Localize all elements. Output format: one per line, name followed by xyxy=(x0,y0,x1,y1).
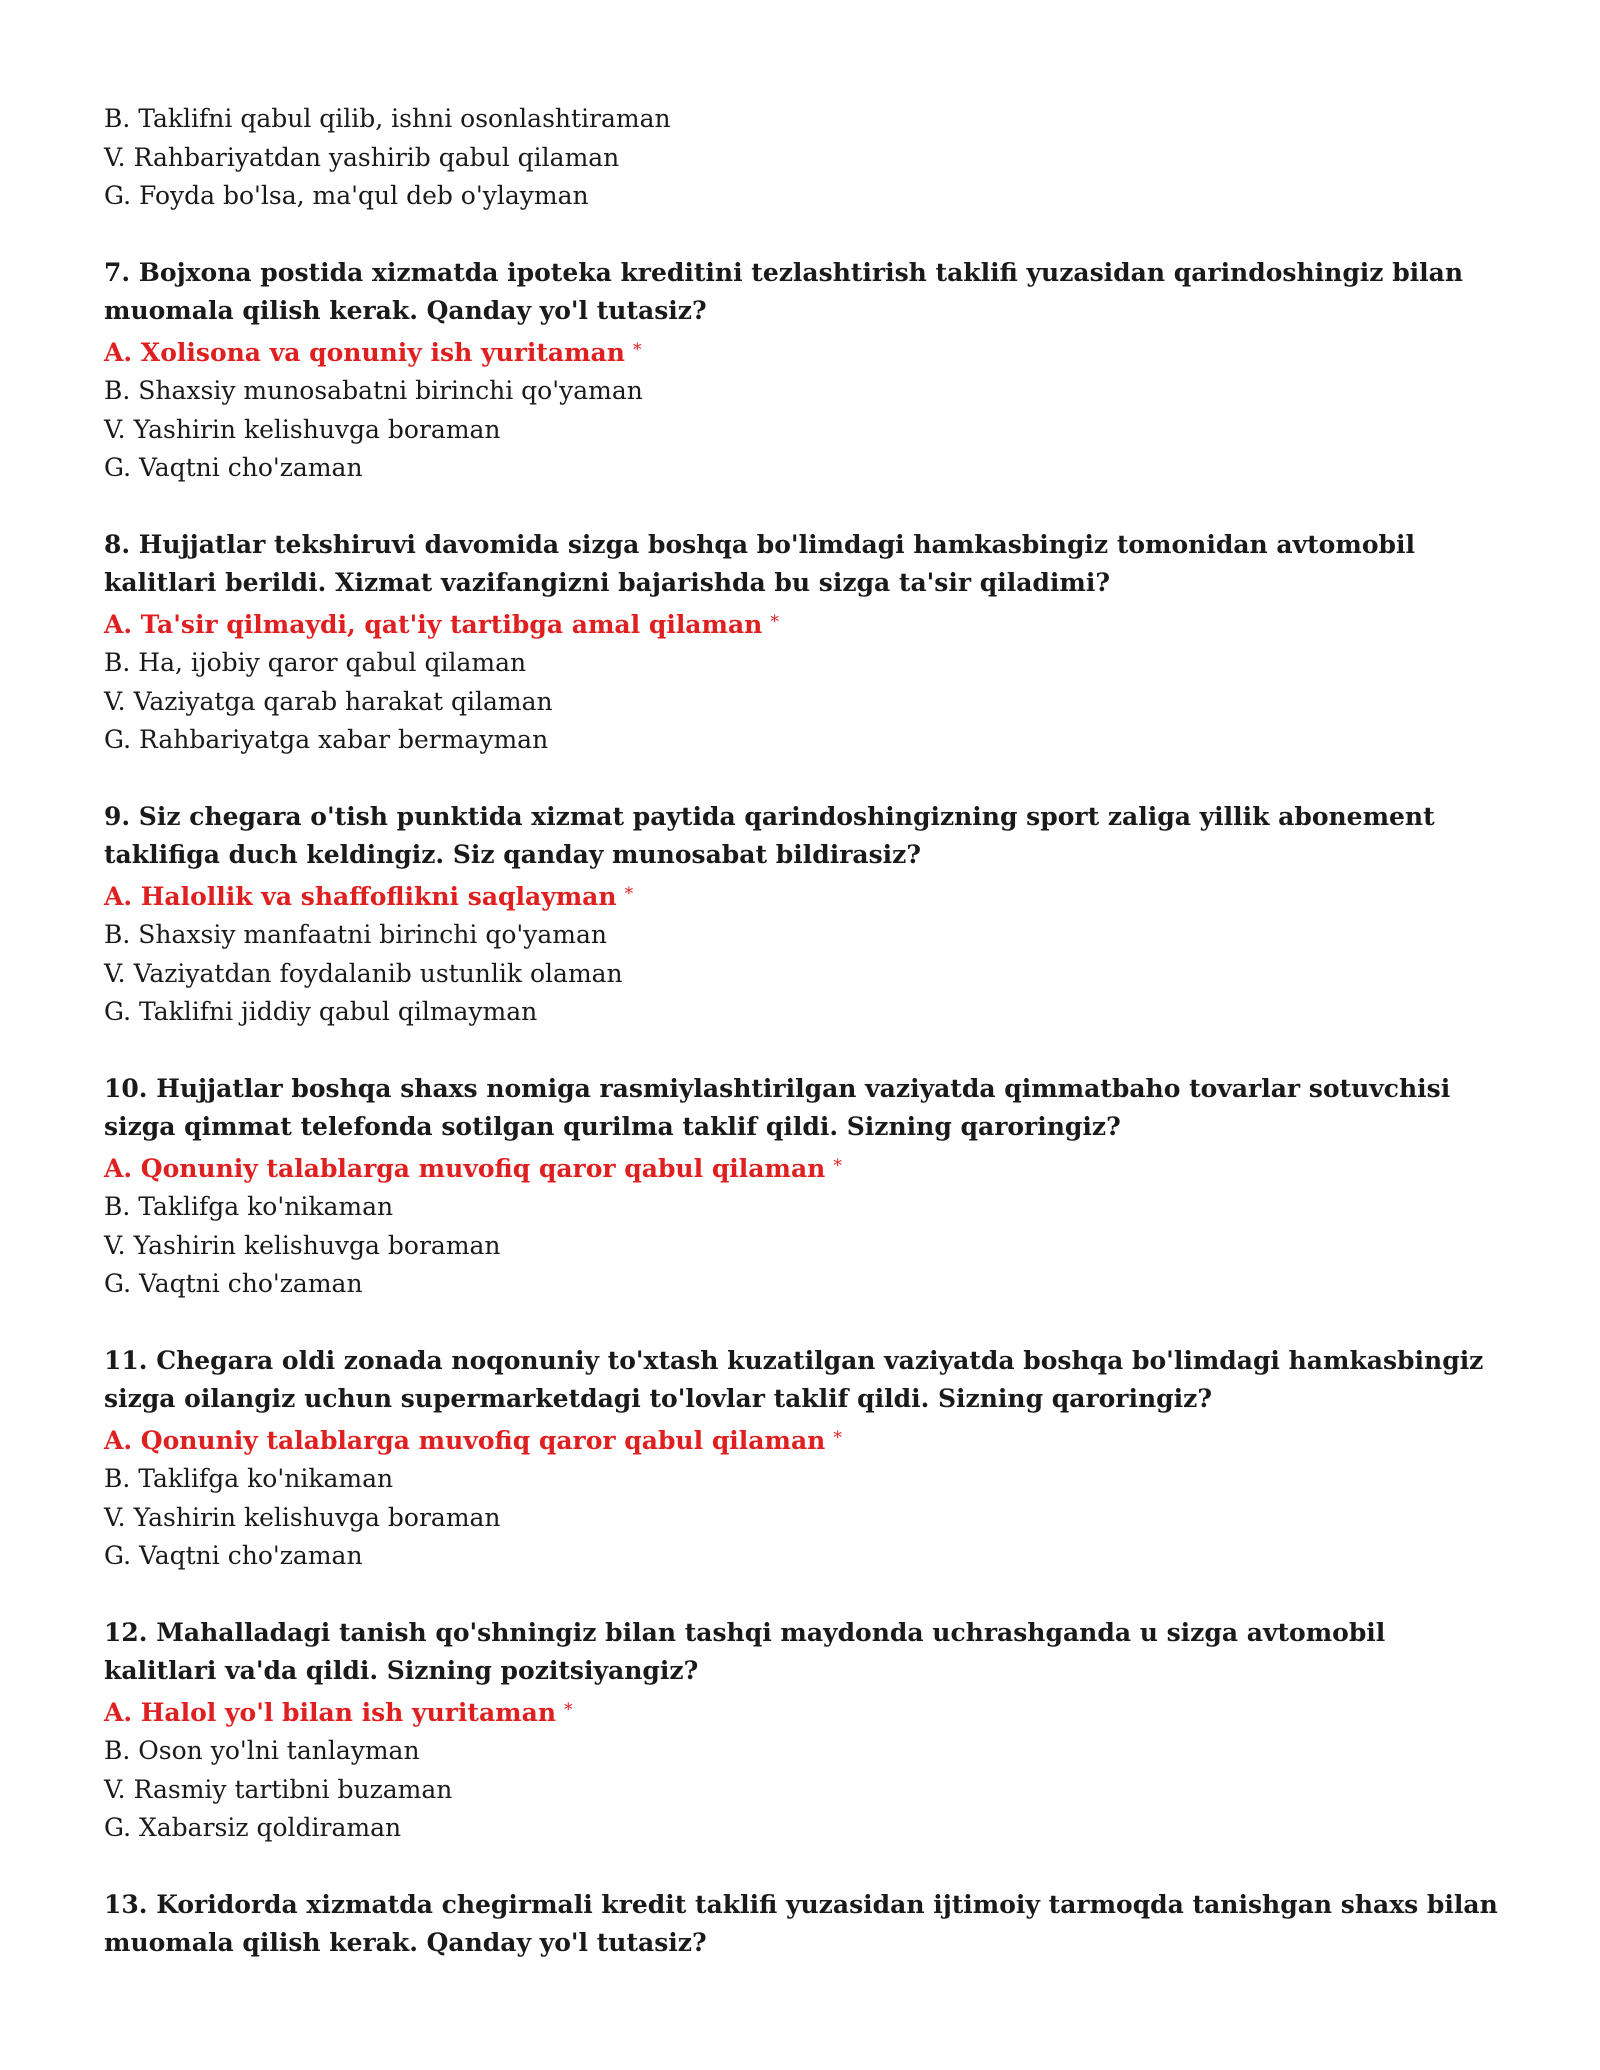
option: V. Vaziyatdan foydalanib ustunlik olaman xyxy=(104,958,623,988)
correct-answer-text: A. Qonuniy talablarga muvofiq qaror qabul qilaman xyxy=(104,1153,826,1183)
question-8 xyxy=(104,526,1504,760)
question-12 xyxy=(104,1614,1504,1848)
option: G. Xabarsiz qoldiraman xyxy=(104,1813,402,1842)
correct-answer xyxy=(104,875,1504,917)
correct-answer-text: A. Halollik va shaffoflikni saqlayman xyxy=(104,881,617,911)
question-text: 8. Hujjatlar tekshiruvi davomida sizga boshqa bo'limdagi hamkasbingiz tomonidan avtomobil kalitlari berildi. Xizmat vazifangizni bajarishda bu sizga ta'sir qiladimi? xyxy=(104,529,1415,597)
option: G. Vaqtni cho'zaman xyxy=(104,1541,363,1570)
correct-marker: * xyxy=(632,339,642,360)
carryover-options xyxy=(104,100,1504,216)
correct-answer xyxy=(104,331,1504,373)
question-10 xyxy=(104,1070,1504,1304)
correct-marker: * xyxy=(770,611,779,632)
option: V. Yashirin kelishuvga boraman xyxy=(104,414,501,444)
question-7 xyxy=(104,254,1504,488)
option: B. Ha, ijobiy qaror qabul qilaman xyxy=(104,648,527,677)
question-text: 7. Bojxona postida xizmatda ipoteka kreditini tezlashtirish taklifi yuzasidan qarindoshingiz bilan muomala qilish kerak. Qanday yo'l tutasiz? xyxy=(104,257,1464,325)
correct-answer xyxy=(104,1691,1504,1733)
option: V. Yashirin kelishuvga boraman xyxy=(104,1230,501,1260)
option: B. Taklifga ko'nikaman xyxy=(104,1192,394,1221)
option: V. Yashirin kelishuvga boraman xyxy=(104,1502,501,1532)
question-text: 10. Hujjatlar boshqa shaxs nomiga rasmiylashtirilgan vaziyatda qimmatbaho tovarlar sotuvchisi sizga qimmat telefonda sotilgan qurilma taklif qildi. Sizning qaroringiz? xyxy=(104,1073,1451,1141)
question-11 xyxy=(104,1342,1504,1576)
option: V. Rasmiy tartibni buzaman xyxy=(104,1774,453,1804)
question-text: 12. Mahalladagi tanish qo'shningiz bilan tashqi maydonda uchrashganda u sizga avtomobil kalitlari va'da qildi. Sizning pozitsiyangiz? xyxy=(104,1617,1386,1685)
correct-marker: * xyxy=(624,883,634,904)
correct-marker: * xyxy=(833,1155,842,1176)
question-text: 13. Koridorda xizmatda chegirmali kredit taklifi yuzasidan ijtimoiy tarmoqda tanishgan shaxs bilan muomala qilish kerak. Qanday yo'l tutasiz? xyxy=(104,1889,1498,1957)
correct-answer-text: A. Ta'sir qilmaydi, qat'iy tartibga amal qilaman xyxy=(104,609,763,639)
option: B. Taklifni qabul qilib, ishni osonlashtiraman xyxy=(104,104,671,133)
option: B. Oson yo'lni tanlayman xyxy=(104,1736,420,1765)
option: G. Vaqtni cho'zaman xyxy=(104,1269,363,1298)
correct-answer xyxy=(104,603,1504,645)
option: G. Vaqtni cho'zaman xyxy=(104,453,363,482)
correct-answer-text: A. Qonuniy talablarga muvofiq qaror qabul qilaman xyxy=(104,1425,826,1455)
correct-answer xyxy=(104,1147,1504,1189)
option: G. Rahbariyatga xabar bermayman xyxy=(104,725,549,754)
question-9 xyxy=(104,798,1504,1032)
correct-marker: * xyxy=(833,1427,842,1448)
correct-answer-text: A. Xolisona va qonuniy ish yuritaman xyxy=(104,337,625,367)
option: B. Shaxsiy munosabatni birinchi qo'yaman xyxy=(104,376,643,405)
correct-answer xyxy=(104,1419,1504,1461)
option: B. Taklifga ko'nikaman xyxy=(104,1464,394,1493)
option: V. Vaziyatga qarab harakat qilaman xyxy=(104,686,553,716)
option: V. Rahbariyatdan yashirib qabul qilaman xyxy=(104,142,620,172)
correct-answer-text: A. Halol yo'l bilan ish yuritaman xyxy=(104,1697,557,1727)
option: G. Foyda bo'lsa, ma'qul deb o'ylayman xyxy=(104,181,589,210)
question-text: 11. Chegara oldi zonada noqonuniy to'xtash kuzatilgan vaziyatda boshqa bo'limdagi hamkasbingiz sizga oilangiz uchun supermarketdagi to'lovlar taklif qildi. Sizning qaroringiz? xyxy=(104,1345,1484,1413)
option: G. Taklifni jiddiy qabul qilmayman xyxy=(104,997,538,1026)
question-13 xyxy=(104,1886,1504,1963)
option: B. Shaxsiy manfaatni birinchi qo'yaman xyxy=(104,920,608,949)
question-text: 9. Siz chegara o'tish punktida xizmat paytida qarindoshingizning sport zaliga yillik abonement taklifiga duch keldingiz. Siz qanday munosabat bildirasiz? xyxy=(104,801,1435,869)
document-page xyxy=(104,100,1504,1963)
correct-marker: * xyxy=(564,1699,573,1720)
